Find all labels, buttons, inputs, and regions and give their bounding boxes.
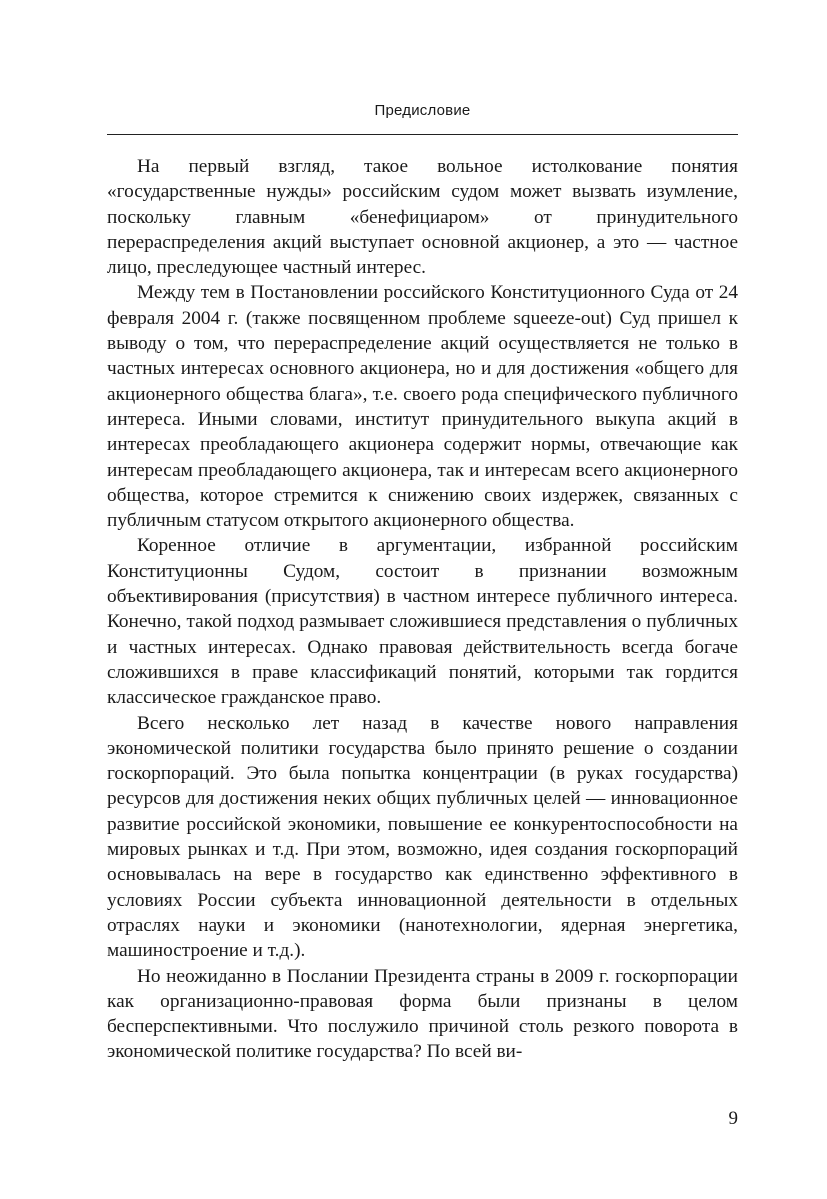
page-number: 9 xyxy=(728,1108,738,1129)
paragraph: Всего несколько лет назад в качестве нового направления экономической политики государства было принято решение о создании госкорпораций. Это была попытка концентрации (в руках государства) ресурсов для достижения неких общих публичных целей — инновационное развитие российской экономики, повышение ее конкурентоспособности на мировых рынках и т.д. При этом, возможно, идея создания госкорпораций основывалась на вере в государство как единственно эффективного в условиях России субъекта инновационной деятельности в отдельных отраслях науки и экономики (нанотехнологии, ядерная энергетика, машиностроение и т.д.). xyxy=(107,712,738,962)
paragraph: Коренное отличие в аргументации, избранной российским Конституционны Судом, состоит в признании возможным объективирования (присутствия) в частном интересе публичного интереса. Конечно, такой подход размывает сложившиеся представления о публичных и частных интересах. Однако правовая действительность всегда богаче сложившихся в праве классификаций понятий, которыми так гордится классическое гражданское право. xyxy=(107,535,738,709)
paragraph: На первый взгляд, такое вольное истолкование понятия «государственные нужды» российским судом может вызвать изумление, поскольку главным «бенефициаром» от принудительного перераспределения акций выступает основной акционер, а это — частное лицо, преследующее частный интерес. xyxy=(107,156,738,279)
body-text xyxy=(107,154,738,1065)
paragraph: Между тем в Постановлении российского Конституционного Суда от 24 февраля 2004 г. (также посвященном проблеме squeeze-out) Суд пришел к выводу о том, что перераспределение акций осуществляется не только в частных интересах основного акционера, но и для достижения «общего для акционерного общества блага», т.е. своего рода специфического публичного интереса. Иными словами, институт принудительного выкупа акций в интересах преобладающего акционера содержит нормы, отвечающие как интересам преобладающего акционера, так и интересам всего акционерного общества, которое стремится к снижению своих издержек, связанных с публичным статусом открытого акционерного общества. xyxy=(107,282,738,532)
running-head: Предисловие xyxy=(374,102,471,119)
paragraph: Но неожиданно в Послании Президента страны в 2009 г. госкорпорации как организационно-правовая форма были признаны в целом бесперспективными. Что послужило причиной столь резкого поворота в экономической политике государства? По всей ви- xyxy=(107,965,738,1063)
header-divider xyxy=(107,134,738,135)
